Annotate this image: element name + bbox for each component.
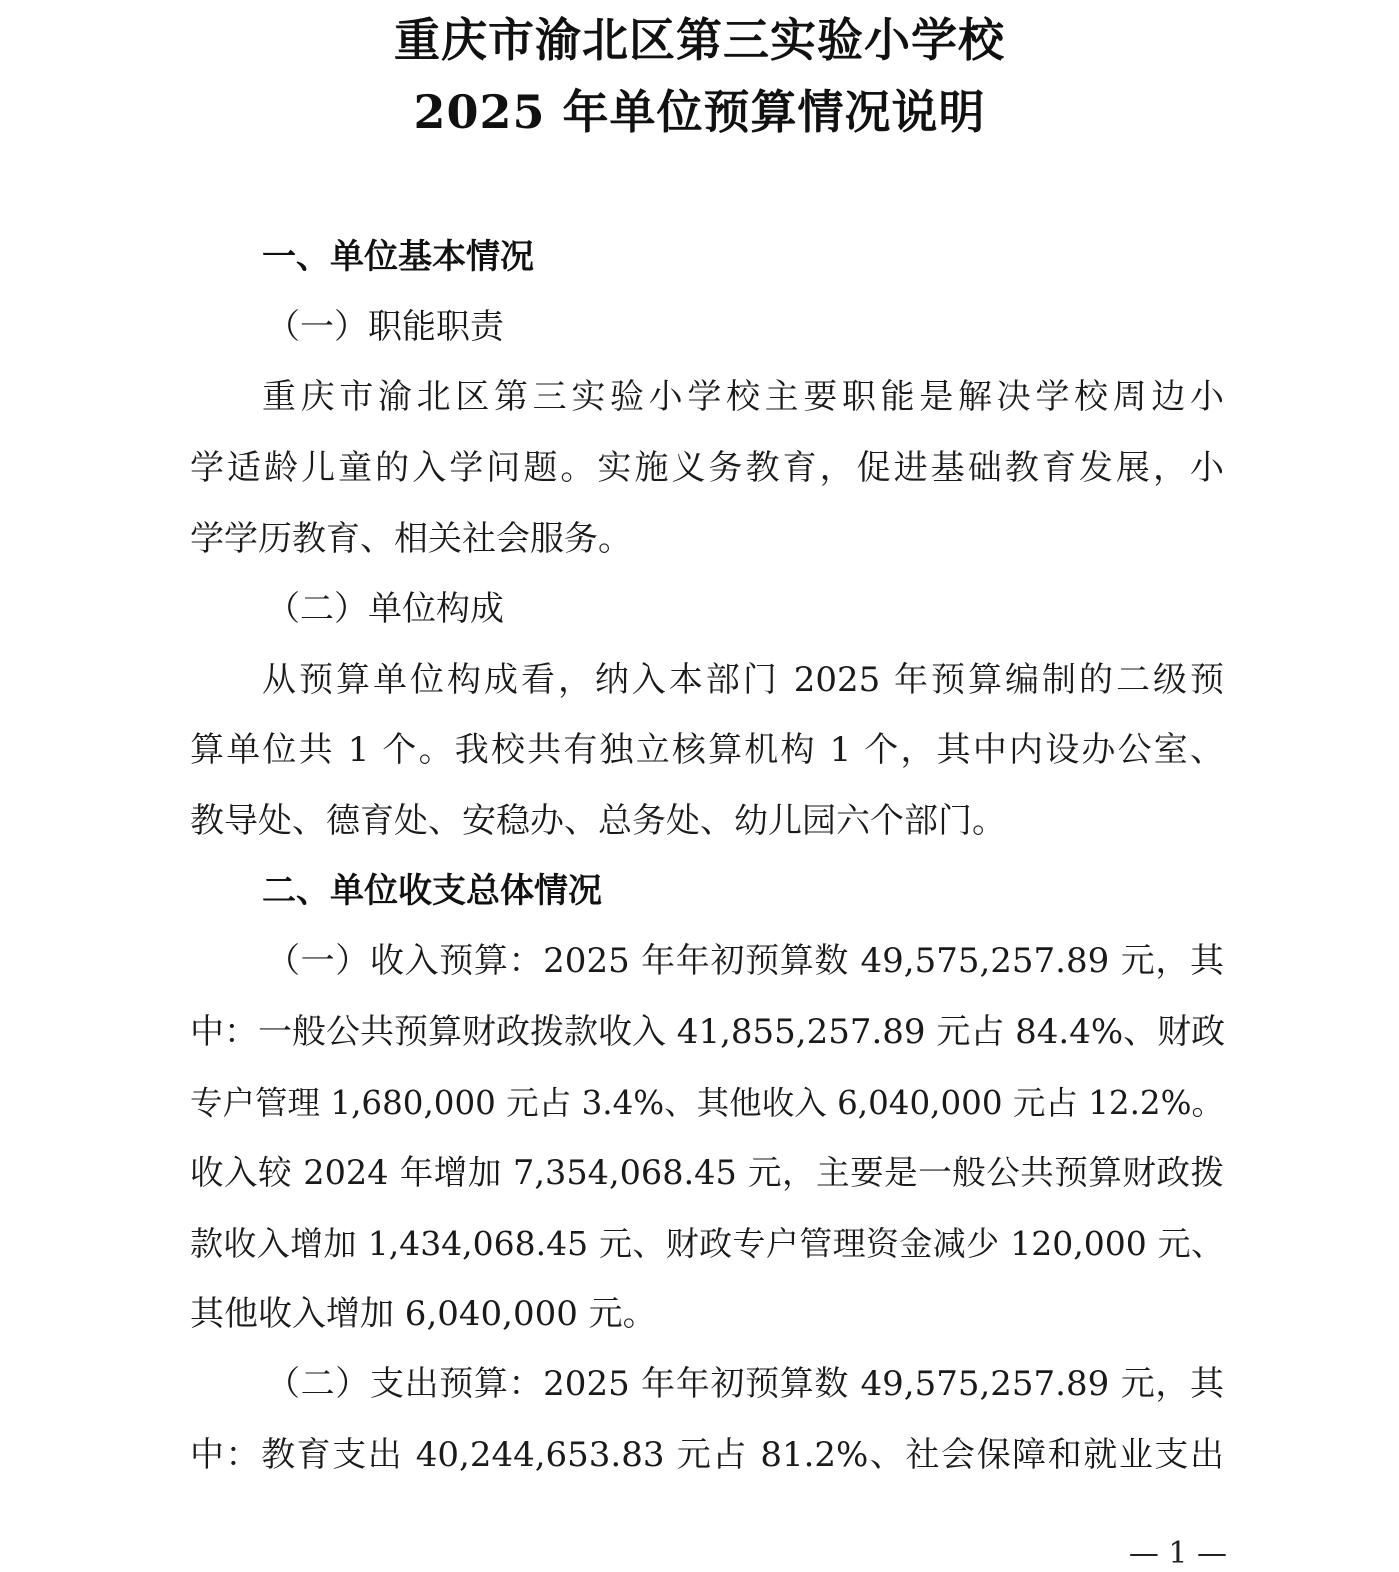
paragraph-line: 款收入增加 1,434,068.45 元、财政专户管理资金减少 120,000 元、 [190, 1224, 1224, 1263]
paragraph-line-expenditure: （二）支出预算：2025 年年初预算数 49,575,257.89 元，其 [266, 1364, 1224, 1404]
subsection-heading-composition: （二）单位构成 [266, 589, 504, 629]
paragraph-line: 学学历教育、相关社会服务。 [190, 519, 632, 559]
paragraph-line: 专户管理 1,680,000 元占 3.4%、其他收入 6,040,000 元占 12.2%。 [190, 1084, 1224, 1122]
paragraph-line-income: （一）收入预算：2025 年年初预算数 49,575,257.89 元，其 [266, 941, 1224, 981]
paragraph-line: 从预算单位构成看，纳入本部门 2025 年预算编制的二级预 [262, 660, 1224, 700]
paragraph-line: 教导处、德育处、安稳办、总务处、幼儿园六个部门。 [190, 801, 1006, 841]
paragraph-line: 学适龄儿童的入学问题。实施义务教育，促进基础教育发展，小 [190, 448, 1224, 488]
section-heading-budget-overview: 二、单位收支总体情况 [262, 871, 602, 911]
paragraph-line: 收入较 2024 年增加 7,354,068.45 元，主要是一般公共预算财政拨 [190, 1153, 1224, 1192]
paragraph-line: 中：教育支出 40,244,653.83 元占 81.2%、社会保障和就业支出 [190, 1435, 1224, 1475]
document-title-line1: 重庆市渝北区第三实验小学校 [394, 13, 1005, 67]
paragraph-line: 其他收入增加 6,040,000 元。 [190, 1294, 657, 1334]
document-title-line2: 2025 年单位预算情况说明 [413, 85, 986, 139]
subsection-heading-functions: （一）职能职责 [266, 307, 504, 347]
paragraph-line: 重庆市渝北区第三实验小学校主要职能是解决学校周边小 [262, 377, 1224, 417]
paragraph-line: 算单位共 1 个。我校共有独立核算机构 1 个，其中内设办公室、 [190, 730, 1224, 770]
page-number: — 1 — [1128, 1536, 1227, 1571]
paragraph-line: 中：一般公共预算财政拨款收入 41,855,257.89 元占 84.4%、财政 [190, 1012, 1226, 1052]
section-heading-basic-info: 一、单位基本情况 [262, 237, 534, 277]
